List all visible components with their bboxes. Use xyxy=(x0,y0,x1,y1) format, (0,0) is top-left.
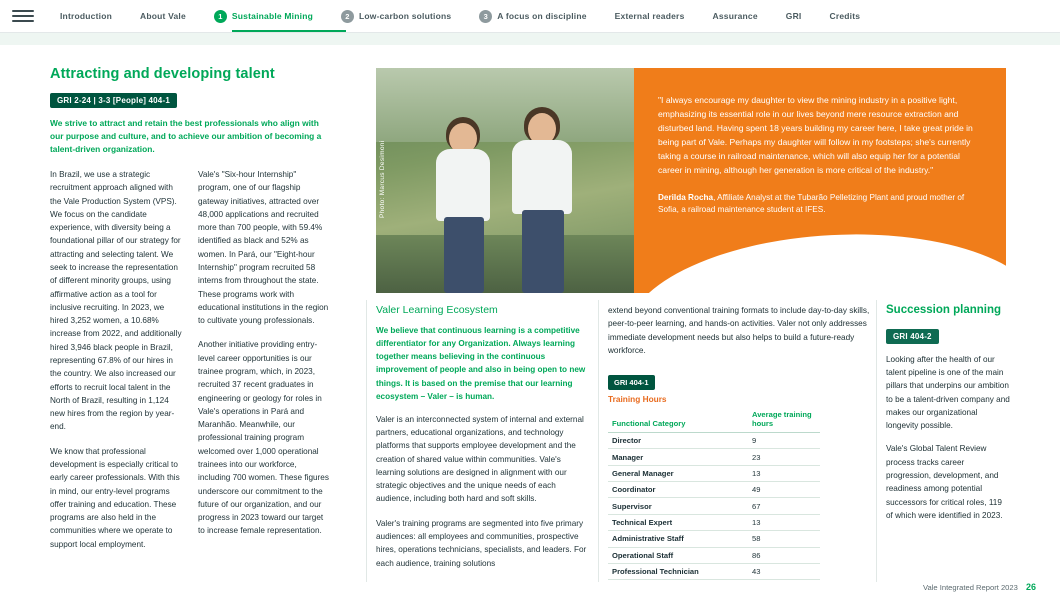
cell-hours: 23 xyxy=(748,449,820,465)
column-divider xyxy=(598,300,599,582)
lead-paragraph: We strive to attract and retain the best professionals who align with our purpose and culture, and to achieve our ambition of becoming a talent-driven organization. xyxy=(50,118,322,155)
table-header-row xyxy=(608,407,820,432)
nav-label: About Vale xyxy=(139,11,186,21)
table-row xyxy=(608,547,820,563)
paragraph: In Brazil, we use a strategic recruitment approach aligned with the Vale Production System (VPS). We focus on the candidate experience, with diversity being a foundational pillar of our strategy for attracting and selecting talent. We seek to increase the representation of different minority groups, using affirmative action as a tool for inclusive recruiting. In 2023, we hired 3,252 women, a 10.68% increase from 2022, and additionally hired 3,946 black people in Brazil, representing 67.8% of our hires in the country. We also increased our efforts to recruit local talent in the North of Brazil, resulting in 1,124 new hires from the region by year-end. xyxy=(50,170,182,432)
cell-hours: 86 xyxy=(748,547,820,563)
cell-category: Coordinator xyxy=(608,482,748,498)
nav-item-introduction[interactable] xyxy=(46,0,126,32)
nav-item-about-vale[interactable] xyxy=(126,0,200,32)
cell-hours: 13 xyxy=(748,514,820,530)
table-row xyxy=(608,498,820,514)
quote-callout xyxy=(634,68,1006,293)
nav-label: A focus on discipline xyxy=(497,11,587,21)
cell-category: General Manager xyxy=(608,465,748,481)
table-row xyxy=(608,563,820,579)
gri-tag-succession: GRI 404-2 xyxy=(886,329,939,344)
cell-hours: 67 xyxy=(748,498,820,514)
photo-quote-block xyxy=(376,68,1006,293)
paragraph: Another initiative providing entry-level career opportunities is our trainee program, which, in 2023, recruited 37 recent graduates in engineering or geology for roles in Vale's operations in Pará and Maranhão. Meanwhile, our professional training program welcomed over 1,000 operational trainees into our workforce, including 700 women. These figures underscore our commitment to the future of our organization, and our progress in 2023 toward our target to increase female representation. xyxy=(198,340,329,536)
paragraph: We know that professional development is especially critical to early career professionals. With this in mind, our entry-level programs offer training and education. These programs are also held in the communities where we operate to support local employment. xyxy=(50,446,180,549)
table-row xyxy=(608,449,820,465)
nav-label: Assurance xyxy=(712,11,758,21)
person-pants xyxy=(522,210,564,293)
person-shirt xyxy=(436,149,490,221)
cell-category: Technical Expert xyxy=(608,514,748,530)
valer-learning-ecosystem-section xyxy=(376,304,590,581)
paragraph: extend beyond conventional training formats to include day-to-day skills, peer-to-peer learning, and hands-on activities. Valer not only addresses immediate development needs but also helps to build a future-ready workforce. xyxy=(608,306,870,355)
cell-category: Supervisor xyxy=(608,498,748,514)
body-column-1 xyxy=(50,168,182,562)
table-title: Training Hours xyxy=(608,394,667,404)
training-hours-table-block xyxy=(608,372,820,580)
nav-item-low-carbon-solutions[interactable] xyxy=(327,0,465,32)
paragraph: Looking after the health of our talent pipeline is one of the main pillars that underpins our ambition to be a talent-driven company and makes our organizational longevity possible. xyxy=(886,354,1010,431)
cell-category: Operational Staff xyxy=(608,547,748,563)
cell-hours: 58 xyxy=(748,531,820,547)
column-divider xyxy=(366,300,367,582)
gri-tag-talent: GRI 2-24 | 3-3 [People] 404-1 xyxy=(50,93,177,108)
two-column-body xyxy=(50,168,350,562)
hamburger-menu-icon[interactable] xyxy=(0,0,46,32)
succession-title: Succession planning xyxy=(886,304,1002,316)
hamburger-line xyxy=(12,20,34,22)
quote-author-role: , Affiliate Analyst at the Tubarão Pelletizing Plant and proud mother of Sofia, a railroad maintenance student at IFES. xyxy=(658,192,965,215)
body-column-2 xyxy=(198,168,330,562)
photo-person-left xyxy=(428,117,500,293)
table-row xyxy=(608,482,820,498)
nav-items xyxy=(46,0,1060,32)
nav-label: Low-carbon solutions xyxy=(358,11,452,21)
page-footer xyxy=(923,582,1036,592)
nav-number-badge: 1 xyxy=(214,10,227,23)
top-navigation-bar xyxy=(0,0,1060,33)
nav-item-sustainable-mining[interactable] xyxy=(200,0,327,32)
cell-category: Professional Technician xyxy=(608,563,748,579)
photo-two-women xyxy=(376,68,634,293)
hamburger-line xyxy=(12,10,34,12)
nav-label: GRI xyxy=(785,11,802,21)
nav-label: Sustainable Mining xyxy=(231,11,313,21)
table-row xyxy=(608,514,820,530)
cell-hours: 13 xyxy=(748,465,820,481)
left-content-column xyxy=(50,66,350,562)
column-header-hours: Average training hours xyxy=(748,407,820,432)
nav-item-external-readers[interactable] xyxy=(601,0,699,32)
page-title: Attracting and developing talent xyxy=(50,66,275,82)
nav-item-assurance[interactable] xyxy=(699,0,772,32)
table-row xyxy=(608,531,820,547)
succession-planning-section xyxy=(886,304,1010,532)
nav-label: Introduction xyxy=(60,11,112,21)
gri-tag-training: GRI 404-1 xyxy=(608,375,655,390)
nav-number-badge: 3 xyxy=(479,10,492,23)
nav-item-focus-on-discipline[interactable] xyxy=(465,0,600,32)
paragraph: Vale's Global Talent Review process tracks career progression, development, and readiness among potential successors for critical roles, 119 of which were identified in 2023. xyxy=(886,444,1003,520)
footer-report-name: Vale Integrated Report 2023 xyxy=(923,583,1018,592)
cell-category: Administrative Staff xyxy=(608,531,748,547)
header-accent-band xyxy=(0,33,1060,45)
training-hours-table xyxy=(608,407,820,580)
paragraph: Valer's training programs are segmented into five primary audiences: all employees and communities, prospective hires, operations technicians, specialists, and leaders. For each audience, training solutions xyxy=(376,518,587,568)
decorative-swoosh xyxy=(634,224,1006,293)
active-tab-underline xyxy=(232,30,346,32)
cell-category: Director xyxy=(608,432,748,448)
nav-item-gri[interactable] xyxy=(772,0,816,32)
cell-hours: 49 xyxy=(748,482,820,498)
paragraph: Vale's "Six-hour Internship" program, one of our flagship gateway initiatives, attracted over 48,000 applications and recruited more than 700 people, with 59.4% identified as black and 52% as women. In Pará, our "Eight-hour Internship" program recruited 58 interns from throughout the state. These programs work with educational institutions in the region to cultivate young professionals. xyxy=(198,170,329,326)
photo-credit: Photo: Marcus Desimoni xyxy=(379,140,386,218)
column-divider xyxy=(876,300,877,582)
nav-item-credits[interactable] xyxy=(816,0,875,32)
quote-author-name: Derilda Rocha xyxy=(658,192,714,202)
nav-number-badge: 2 xyxy=(341,10,354,23)
quote-text: "I always encourage my daughter to view the mining industry in a positive light, emphasizing its essential role in our lives beyond mere resource extraction and disturbed land. Having spent 18 years building my career here, I take great pride in being part of Vale. Perhaps my daughter will follow in my footsteps; she's currently taking a course in railroad maintenance, which will also equip her for a potential career in mining, although her generation is more critical of the industry." xyxy=(658,95,973,175)
valer-lead: We believe that continuous learning is a competitive differentiator for any Organization. Always learning together means believing in the continuous improvement of people and also in being open to new things. It is based on the premise that our learning ecosystem – Valer – is human. xyxy=(376,326,586,401)
table-row xyxy=(608,465,820,481)
cell-hours: 9 xyxy=(748,432,820,448)
page-number: 26 xyxy=(1025,582,1036,592)
person-pants xyxy=(444,217,484,293)
column-header-category: Functional Category xyxy=(608,407,748,432)
nav-label: Credits xyxy=(829,11,861,21)
quote-attribution xyxy=(658,192,982,217)
table-row xyxy=(608,432,820,448)
hamburger-line xyxy=(12,15,34,17)
person-shirt xyxy=(512,140,572,214)
cell-category: Manager xyxy=(608,449,748,465)
nav-label: External readers xyxy=(614,11,685,21)
paragraph: Valer is an interconnected system of internal and external partners, educational organizations, and technology platforms that supports employee development and the creation of shared value within communities. Vale's learning solutions are designed in alignment with our strategic objectives and the unique needs of each audience, including both hard and soft skills. xyxy=(376,414,584,504)
cell-hours: 43 xyxy=(748,563,820,579)
valer-continuation-column xyxy=(608,304,872,367)
photo-person-right xyxy=(504,107,582,293)
valer-section-title: Valer Learning Ecosystem xyxy=(376,304,498,316)
